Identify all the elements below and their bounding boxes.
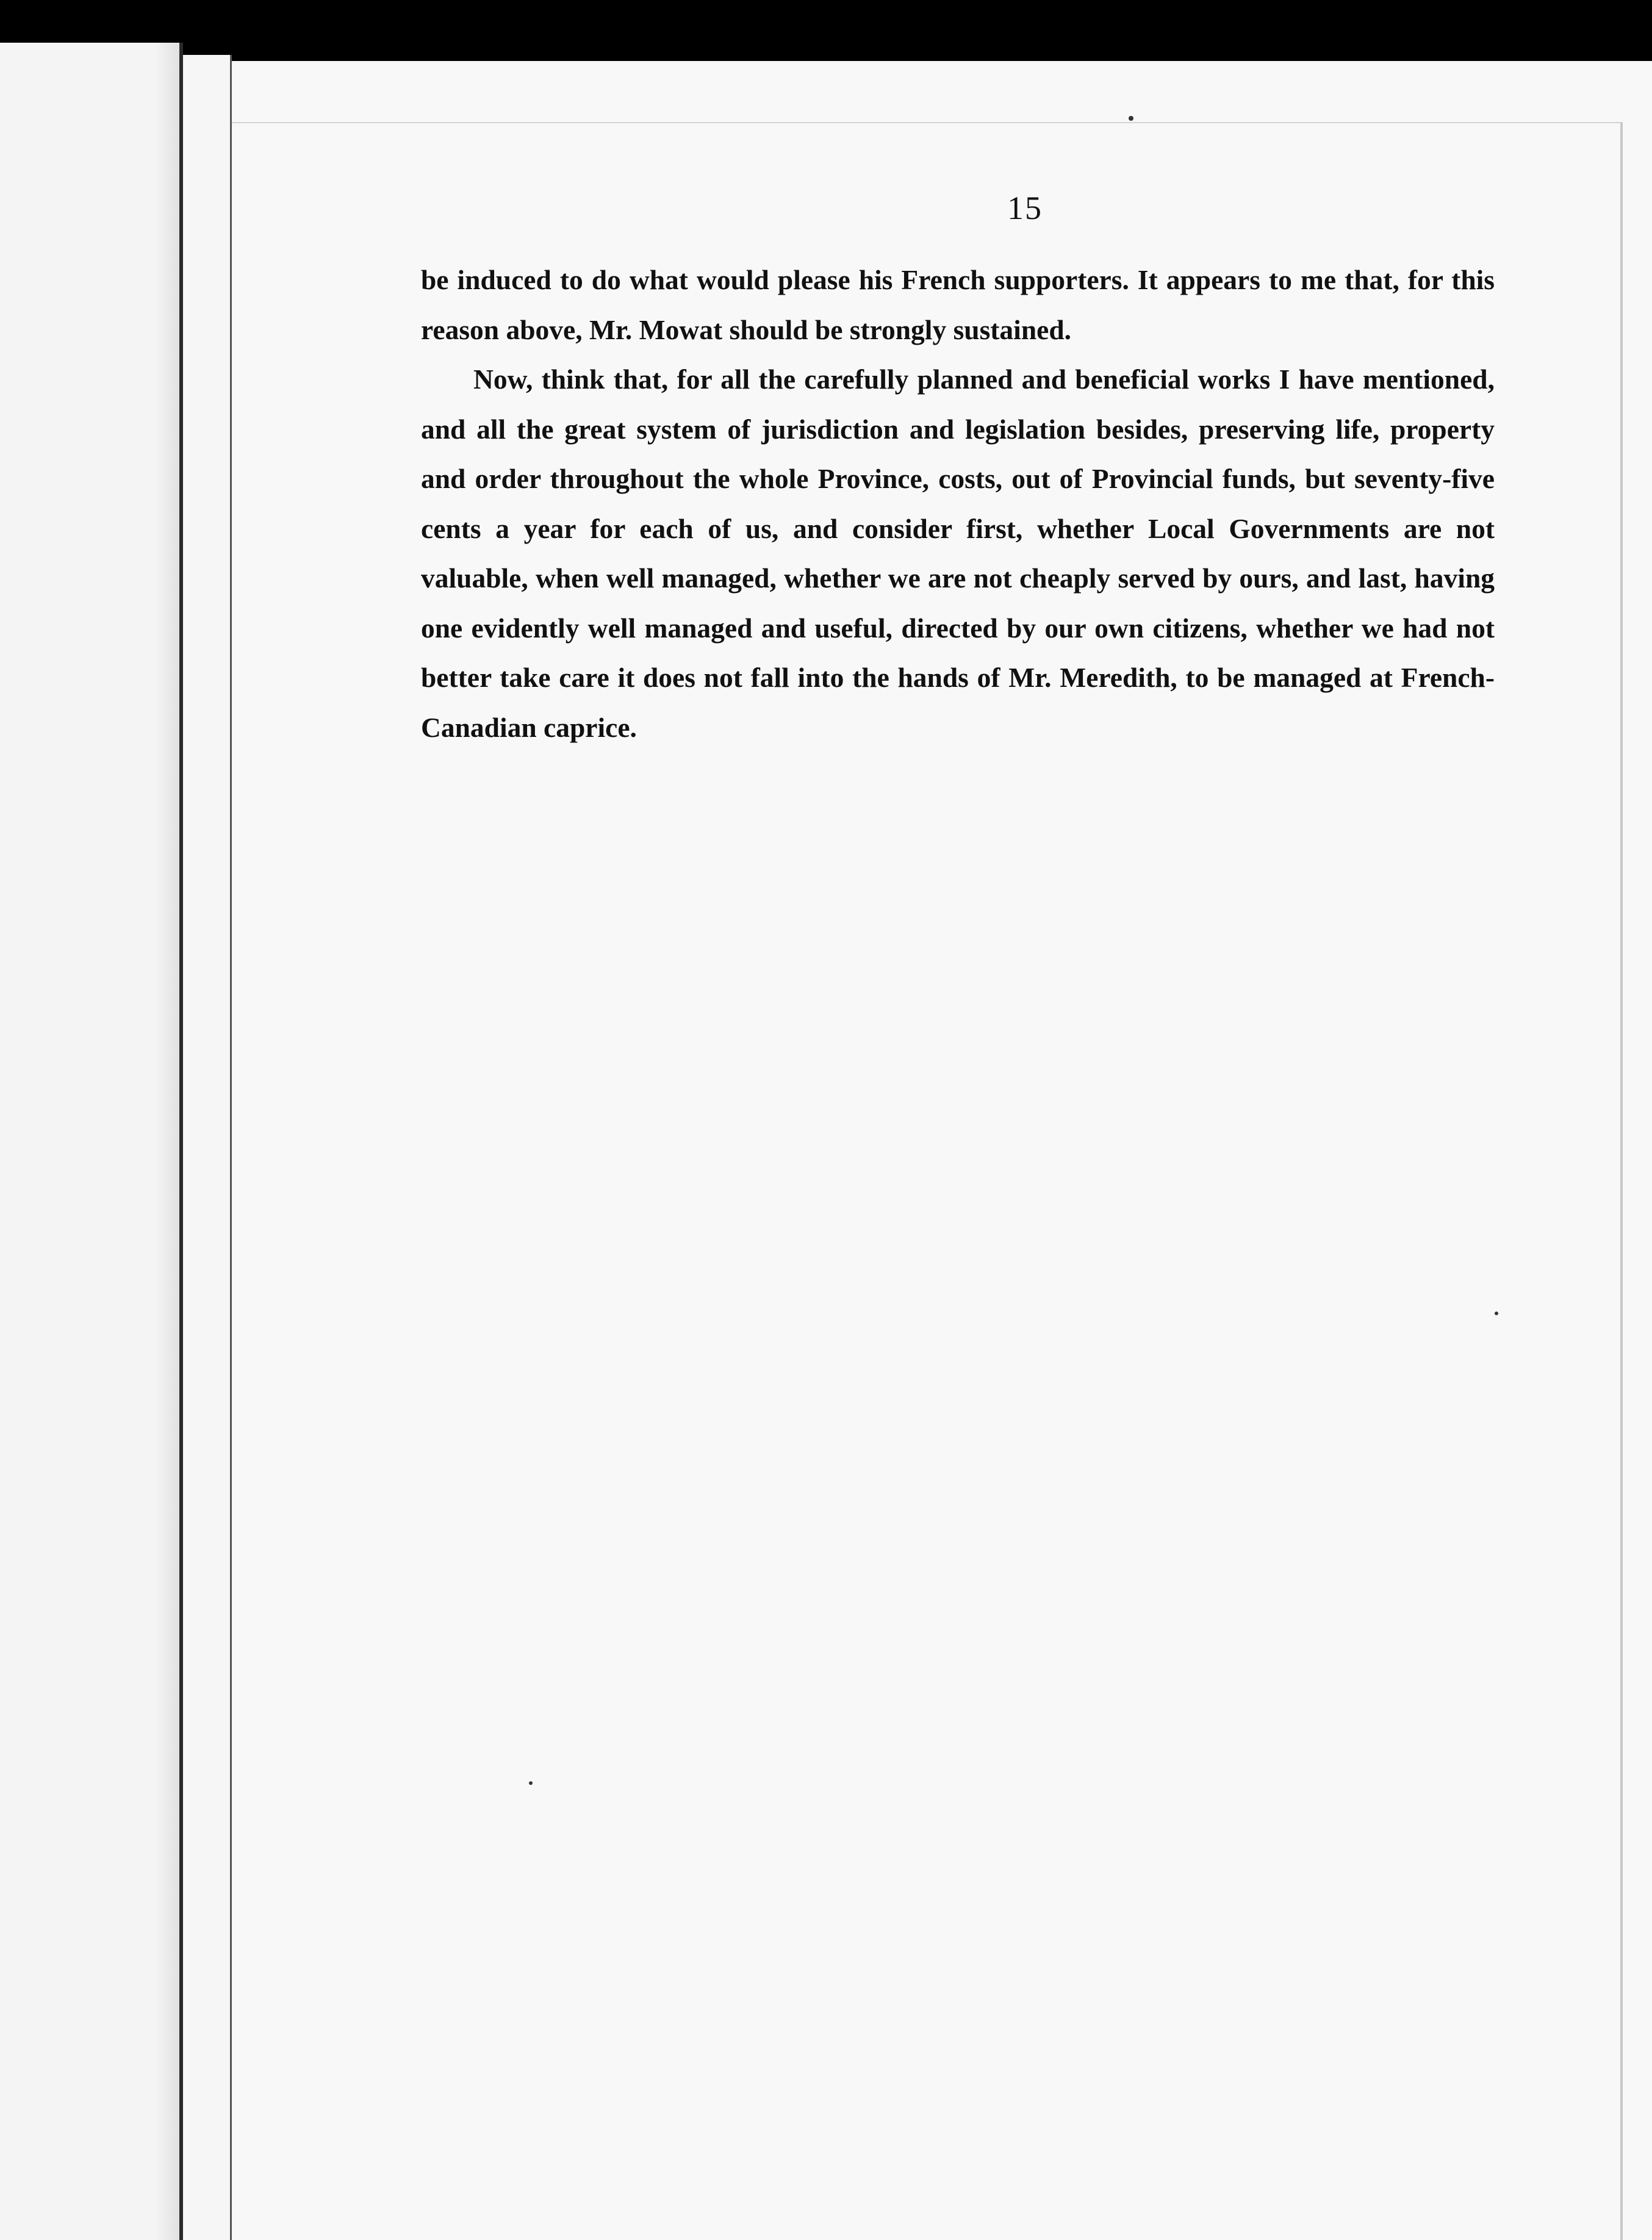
paragraph-1: be induced to do what would please his French supporters. It appears to me that, for this reason above, Mr. Mowat should be strongly sustained.	[421, 264, 1495, 345]
body-text	[421, 255, 1495, 752]
scan-speck	[529, 1781, 533, 1785]
page-number: 15	[1007, 190, 1043, 226]
scanned-page	[232, 61, 1652, 2240]
page-edge-shadow	[155, 43, 179, 2240]
scan-speck	[1495, 1312, 1498, 1315]
facing-page-blank	[0, 43, 183, 2240]
page-gutter	[183, 55, 232, 2240]
paragraph-2: Now, think that, for all the carefully planned and beneficial works I have mentioned, and all the great system of jurisdiction and legislation besides, preserving life, property and order throughout the whole Province, costs, out of Provincial funds, but seventy-five cents a year for each of us, and consider first, whether Local Governments are not valuable, when well managed, whether we are not cheaply served by ours, and last, having one evidently well managed and useful, directed by our own citizens, whether we had not better take care it does not fall into the hands of Mr. Meredith, to be managed at French-Canadian caprice.	[421, 364, 1495, 743]
scan-speck	[1129, 116, 1133, 121]
